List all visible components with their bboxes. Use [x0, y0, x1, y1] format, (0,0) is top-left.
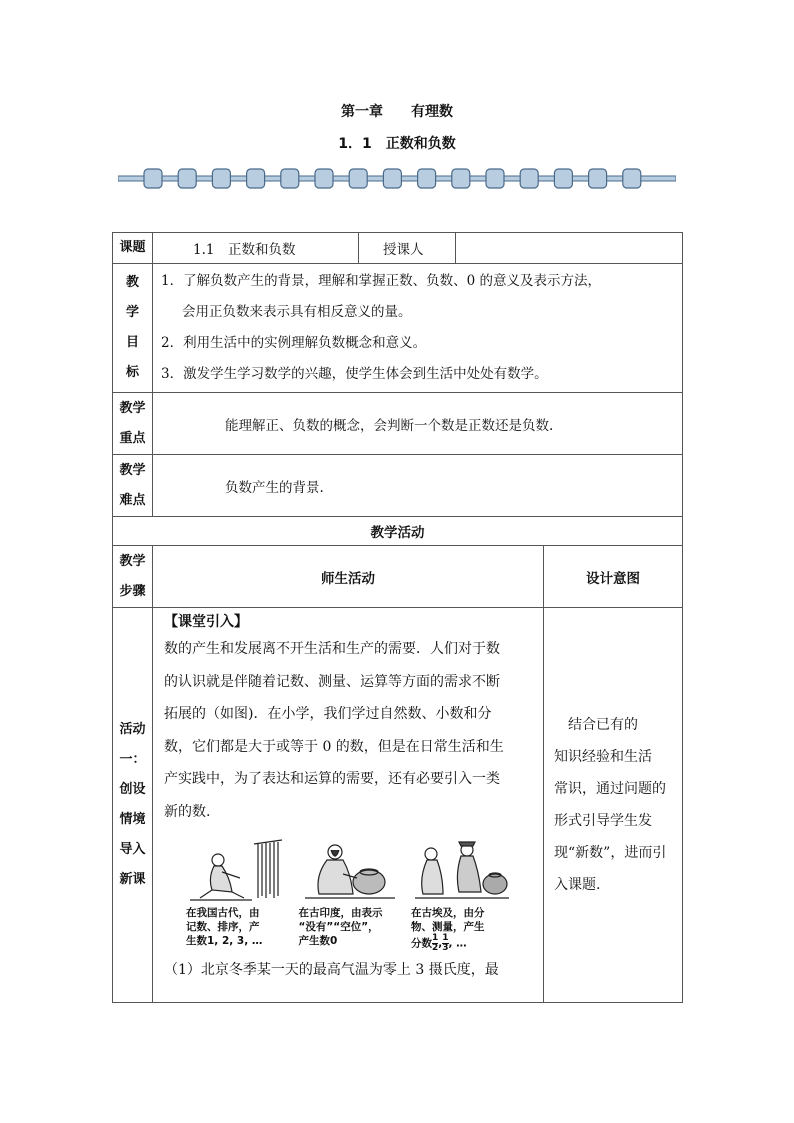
intro-line: 新的数.	[164, 803, 211, 820]
difficulty-label: 教学 难点	[113, 455, 153, 517]
title-label: 课题	[113, 233, 153, 264]
title-value: 1.1 正数和负数	[153, 233, 359, 264]
objective-item: 3．激发学生学习数学的兴趣，使学生体会到生活中处处有数学。	[161, 366, 548, 382]
intro-line: 数，它们都是大于或等于 0 的数，但是在日常生活和生	[164, 738, 504, 755]
difficulty-text: 负数产生的背景.	[153, 455, 683, 517]
teacher-student-header: 师生活动	[153, 546, 544, 608]
divider-node	[623, 169, 641, 188]
divider-node	[486, 169, 504, 188]
objectives-list	[153, 264, 683, 393]
divider-node	[349, 169, 367, 188]
intro-line: 数的产生和发展离不开生活和生产的需要．人们对于数	[164, 641, 500, 657]
intro-line: 产实践中，为了表达和运算的需要，还有必要引入一类	[164, 771, 500, 787]
history-figures	[164, 828, 535, 953]
section-title: 1．1 正数和负数	[338, 136, 456, 152]
key-points-text: 能理解正、负数的概念，会判断一个数是正数还是负数.	[153, 393, 683, 455]
figure-ancient-egypt: 在古埃及，由分 物、测量，产生 分数 $\frac{1}{2}$ , $\frac{1}{3}$ , …	[411, 838, 519, 953]
design-intent-text: 结合已有的 知识经验和生活 常识，通过问题的 形式引导学生发 现“新数”，进而引 入课题.	[544, 608, 683, 1003]
figure-ancient-india: 在古印度，由表示 “没有”“空位”， 产生数0	[299, 838, 407, 953]
ancient-india-illustration	[299, 838, 399, 904]
activities-header: 教学活动	[113, 517, 683, 546]
objectives-label: 教 学 目 标	[113, 264, 153, 393]
divider-node	[315, 169, 333, 188]
ancient-egypt-illustration	[411, 838, 511, 904]
teacher-value	[456, 233, 683, 264]
divider-node	[520, 169, 538, 188]
divider-node	[383, 169, 401, 188]
divider-node	[212, 169, 230, 188]
key-points-label: 教学 重点	[113, 393, 153, 455]
activity1-label: 活动 一： 创设 情境 导入 新课	[113, 608, 153, 1003]
divider-node	[247, 169, 265, 188]
fraction-one-half: $\frac{1}{2}$	[432, 933, 439, 953]
intro-line: 拓展的（如图)．在小学，我们学过自然数、小数和分	[164, 706, 492, 722]
divider-node	[281, 169, 299, 188]
divider-node	[418, 169, 436, 188]
decorative-divider	[118, 166, 676, 192]
class-intro-heading: 【课堂引入】	[164, 614, 248, 630]
question-1: （1）北京冬季某一天的最高气温为零上 3 摄氏度，最	[164, 962, 499, 978]
intro-line: 的认识就是伴随着记数、测量、运算等方面的需求不断	[164, 673, 500, 690]
ancient-china-illustration	[186, 838, 286, 904]
steps-label: 教学 步骤	[113, 546, 153, 608]
objective-item: 1．了解负数产生的背景，理解和掌握正数、负数、0 的意义及表示方法，	[161, 273, 601, 289]
objective-item: 2．利用生活中的实例理解负数概念和意义。	[161, 335, 427, 351]
figure-ancient-china: 在我国古代，由 记数、排序，产 生数1, 2, 3, …	[186, 838, 294, 953]
divider-node	[452, 169, 470, 188]
lesson-plan-table	[112, 232, 683, 1003]
divider-node	[144, 169, 162, 188]
divider-node	[554, 169, 572, 188]
objective-item: 会用正负数来表示具有相反意义的量。	[182, 304, 412, 320]
fraction-one-third: $\frac{1}{3}$	[442, 933, 449, 953]
activity1-content	[153, 608, 544, 1003]
design-intent-header: 设计意图	[544, 546, 683, 608]
divider-node	[589, 169, 607, 188]
chapter-title: 第一章 有理数	[341, 104, 453, 120]
divider-node	[178, 169, 196, 188]
teacher-label: 授课人	[359, 233, 456, 264]
